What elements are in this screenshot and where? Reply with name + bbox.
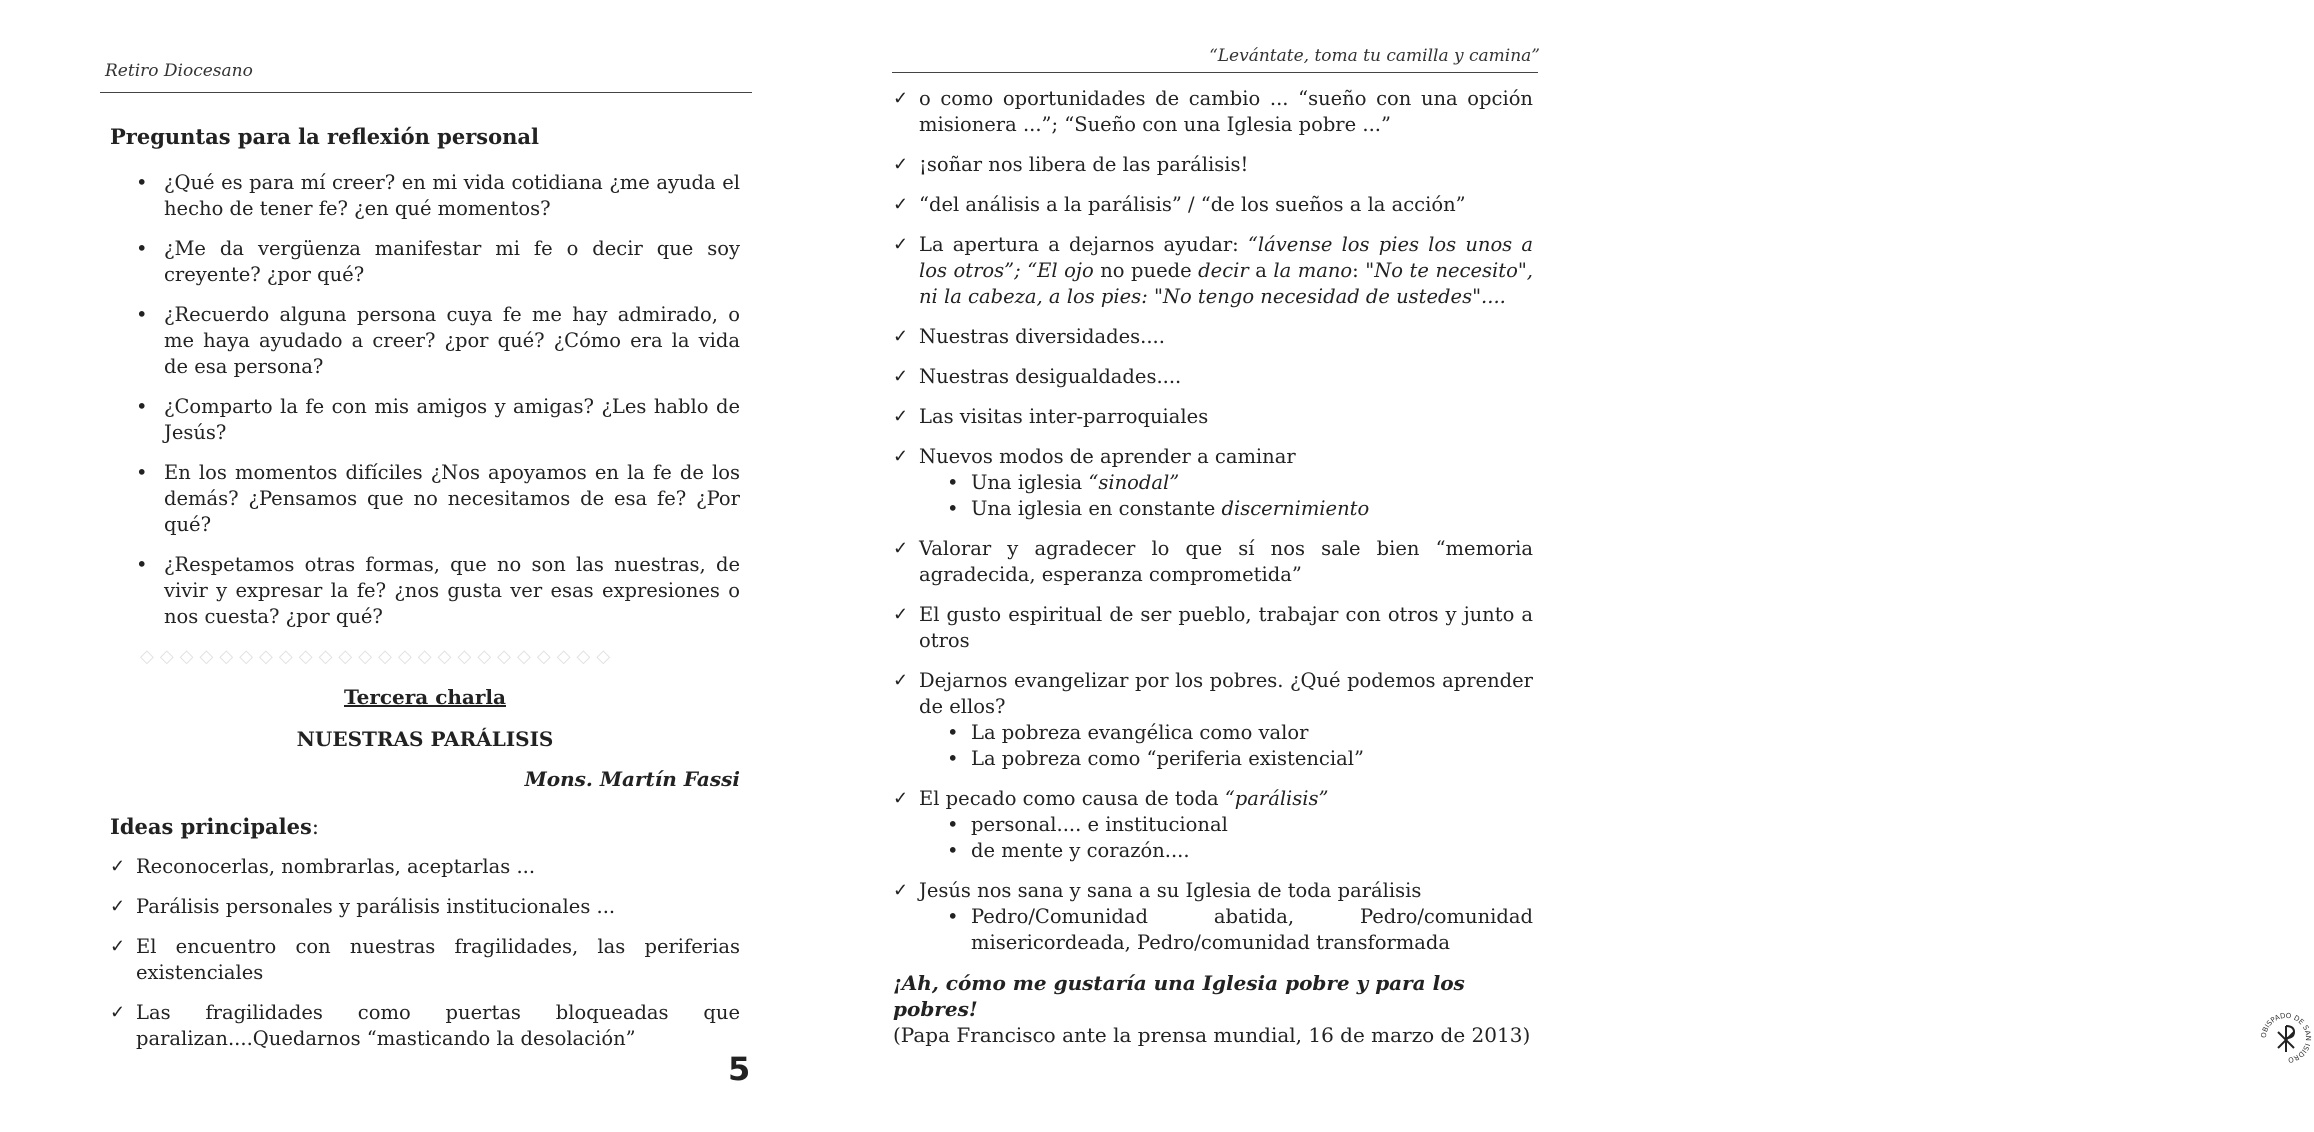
list-item: ✓ La apertura a dejarnos ayudar: “lávense los pies los unos a los otros”; “El ojo no puede decir a la mano: "No te necesito", ni la cabeza, a los pies: "No tengo necesidad de ustedes".... [893, 233, 1534, 308]
ideas-list-continued [893, 86, 1533, 956]
ideas-list [110, 854, 740, 1052]
bullet-icon: • [136, 461, 148, 484]
quote-source: (Papa Francisco ante la prensa mundial, 16 de marzo de 2013) [893, 1023, 1531, 1047]
sub-list [919, 904, 1533, 956]
sub-list [919, 812, 1533, 864]
svg-text:OBISPADO DE SAN ISIDRO: OBISPADO DE SAN ISIDRO [2259, 1011, 2313, 1064]
talk-title: Tercera charla [344, 685, 506, 709]
left-page [0, 0, 800, 1132]
right-page [800, 0, 2313, 1132]
bullet-icon: • [947, 747, 959, 770]
list-item: ✓ ¡soñar nos libera de las parálisis! [893, 153, 1249, 176]
sub-list [919, 720, 1533, 772]
list-item: • ¿Respetamos otras formas, que no son las nuestras, de vivir y expresar la fe? ¿nos gusta ver esas expresiones o nos cuesta? ¿por qué? [136, 553, 740, 628]
list-item: ✓ El encuentro con nuestras fragilidades, las periferias existenciales [110, 935, 740, 984]
running-head-left: Retiro Diocesano [105, 61, 253, 81]
checkmark-icon: ✓ [893, 154, 909, 175]
checkmark-icon: ✓ [110, 896, 126, 917]
checkmark-icon: ✓ [893, 88, 909, 109]
list-item: ✓ Jesús nos sana y sana a su Iglesia de toda parálisis • Pedro/Comunidad abatida, Pedro/comunidad misericordeada, Pedro/comunidad transformada [893, 879, 1533, 954]
sub-list [919, 470, 1533, 522]
list-item: ✓ “del análisis a la parálisis” / “de los sueños a la acción” [893, 193, 1466, 216]
sub-list-item: • La pobreza como “periferia existencial” [947, 747, 1364, 770]
list-item: • En los momentos difíciles ¿Nos apoyamos en la fe de los demás? ¿Pensamos que no necesitamos de esa fe? ¿Por qué? [136, 461, 740, 536]
sub-list-item: • Una iglesia “sinodal” [947, 471, 1180, 494]
checkmark-icon: ✓ [893, 880, 909, 901]
bullet-icon: • [947, 721, 959, 744]
bullet-icon: • [947, 813, 959, 836]
sub-list-item: • personal.... e institucional [947, 813, 1228, 836]
left-content [110, 124, 740, 1066]
page-number: 5 [728, 1050, 751, 1088]
bullet-icon: • [136, 395, 148, 418]
sub-list-item: • Una iglesia en constante discernimiento [947, 497, 1370, 520]
checkmark-icon: ✓ [893, 446, 909, 467]
bullet-icon: • [947, 471, 959, 494]
checkmark-icon: ✓ [110, 856, 126, 877]
bullet-icon: • [136, 553, 148, 576]
sub-list-item: • de mente y corazón.... [947, 839, 1190, 862]
list-item: • ¿Qué es para mí creer? en mi vida cotidiana ¿me ayuda el hecho de tener fe? ¿en qué momentos? [136, 171, 740, 220]
checkmark-icon: ✓ [893, 788, 909, 809]
checkmark-icon: ✓ [893, 194, 909, 215]
checkmark-icon: ✓ [893, 670, 909, 691]
bullet-icon: • [136, 171, 148, 194]
ideas-heading: Ideas principales: [110, 814, 319, 839]
bullet-icon: • [136, 303, 148, 326]
list-item: • ¿Comparto la fe con mis amigos y amigas? ¿Les hablo de Jesús? [136, 395, 740, 444]
bullet-icon: • [947, 497, 959, 520]
list-item: ✓ o como oportunidades de cambio ... “sueño con una opción misionera ...”; “Sueño con una Iglesia pobre ...” [893, 87, 1533, 136]
quote-text: ¡Ah, cómo me gustaría una Iglesia pobre y para los pobres! [893, 971, 1465, 1021]
checkmark-icon: ✓ [110, 1002, 126, 1023]
bullet-icon: • [947, 905, 959, 928]
list-item: ✓ Parálisis personales y parálisis institucionales ... [110, 895, 616, 918]
list-item: ✓ Reconocerlas, nombrarlas, aceptarlas ... [110, 855, 536, 878]
question-list [110, 170, 740, 630]
section-title: Preguntas para la reflexión personal [110, 124, 539, 149]
header-rule-left [100, 92, 752, 93]
checkmark-icon: ✓ [893, 326, 909, 347]
list-item: ✓ Las visitas inter-parroquiales [893, 405, 1209, 428]
ornament-divider: ◇◇◇◇◇◇◇◇◇◇◇◇◇◇◇◇◇◇◇◇◇◇◇◇ [140, 646, 617, 667]
sub-list-item: • La pobreza evangélica como valor [947, 721, 1309, 744]
bullet-icon: • [136, 237, 148, 260]
list-item: ✓ Nuestras diversidades.... [893, 325, 1165, 348]
checkmark-icon: ✓ [893, 604, 909, 625]
list-item: ✓ Valorar y agradecer lo que sí nos sale bien “memoria agradecida, esperanza comprometida” [893, 537, 1533, 586]
header-rule-right [892, 72, 1538, 73]
closing-quote [893, 970, 1533, 1048]
list-item: ✓ Nuestras desigualdades.... [893, 365, 1182, 388]
checkmark-icon: ✓ [110, 936, 126, 957]
list-item: ✓ El pecado como causa de toda “parálisis” • personal.... e institucional • de mente y corazón.... [893, 786, 1533, 864]
right-content [893, 86, 1533, 1048]
list-item: ✓ El gusto espiritual de ser pueblo, trabajar con otros y junto a otros [893, 603, 1533, 652]
bullet-icon: • [947, 839, 959, 862]
running-head-right: “Levántate, toma tu camilla y camina” [1209, 46, 1540, 66]
list-item: • ¿Recuerdo alguna persona cuya fe me hay admirado, o me haya ayudado a creer? ¿por qué? ¿Cómo era la vida de esa persona? [136, 303, 740, 378]
diocese-seal-icon [2258, 1010, 2314, 1066]
checkmark-icon: ✓ [893, 538, 909, 559]
sub-list-item: • Pedro/Comunidad abatida, Pedro/comunidad misericordeada, Pedro/comunidad transformada [947, 905, 1533, 954]
author-name: Mons. Martín Fassi [524, 767, 740, 791]
list-item: ✓ Nuevos modos de aprender a caminar • Una iglesia “sinodal” • Una iglesia en constante discernimiento [893, 444, 1533, 522]
talk-subtitle: NUESTRAS PARÁLISIS [296, 727, 554, 751]
list-item: ✓ Las fragilidades como puertas bloqueadas que paralizan....Quedarnos “masticando la desolación” [110, 1001, 740, 1050]
checkmark-icon: ✓ [893, 366, 909, 387]
list-item: • ¿Me da vergüenza manifestar mi fe o decir que soy creyente? ¿por qué? [136, 237, 740, 286]
list-item: ✓ Dejarnos evangelizar por los pobres. ¿Qué podemos aprender de ellos? • La pobreza evangélica como valor • La pobreza como “periferia existencial” [893, 669, 1533, 770]
checkmark-icon: ✓ [893, 234, 909, 255]
checkmark-icon: ✓ [893, 406, 909, 427]
